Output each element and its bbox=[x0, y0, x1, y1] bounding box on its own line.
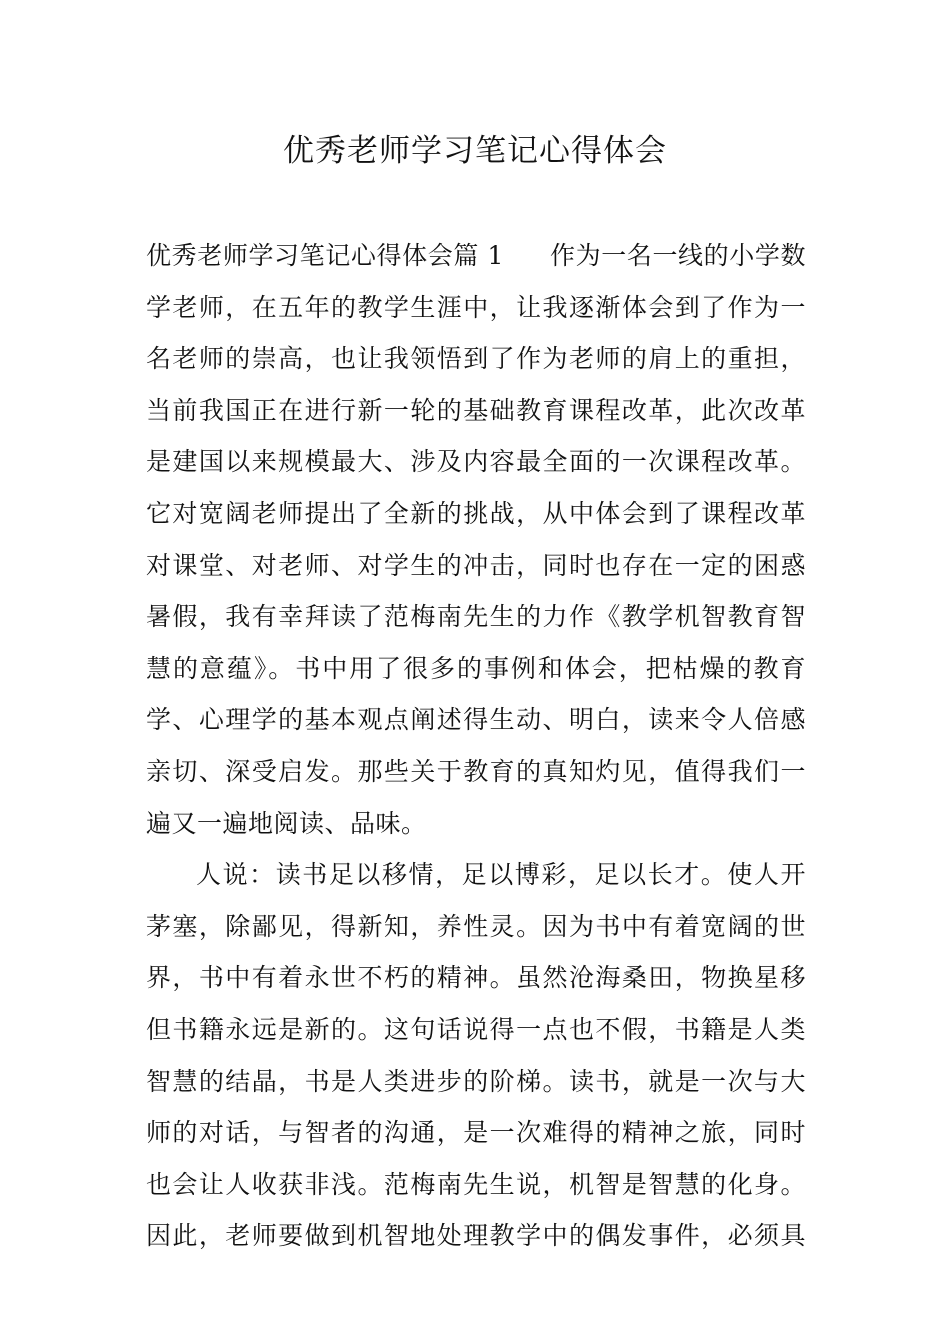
document-body bbox=[146, 230, 806, 1262]
paragraph-line: 茅塞，除鄙见，得新知，养性灵。因为书中有着宽阔的世 bbox=[146, 911, 806, 941]
paragraph-line: 亲切、深受启发。那些关于教育的真知灼见，值得我们一 bbox=[146, 756, 806, 786]
paragraph-line: 师的对话，与智者的沟通，是一次难得的精神之旅，同时 bbox=[146, 1118, 806, 1148]
paragraph-line: 名老师的崇高，也让我领悟到了作为老师的肩上的重担， bbox=[146, 344, 806, 374]
paragraph-line bbox=[146, 230, 806, 282]
paragraph-line: 智慧的结晶，书是人类进步的阶梯。读书，就是一次与大 bbox=[146, 1066, 806, 1096]
paragraph-line: 也会让人收获非浅。范梅南先生说，机智是智慧的化身。 bbox=[146, 1169, 806, 1199]
paragraph-line: 当前我国正在进行新一轮的基础教育课程改革，此次改革 bbox=[146, 395, 806, 425]
paragraph-line: 是建国以来规模最大、涉及内容最全面的一次课程改革。 bbox=[146, 447, 806, 477]
paragraph-line: 遍又一遍地阅读、品味。 bbox=[146, 808, 427, 838]
paragraph-line: 界，书中有着永世不朽的精神。虽然沧海桑田，物换星移 bbox=[146, 963, 806, 993]
paragraph-line: 学、心理学的基本观点阐述得生动、明白，读来令人倍感 bbox=[146, 705, 806, 735]
paragraph-line: 人说：读书足以移情，足以博彩，足以长才。使人开 bbox=[196, 860, 806, 890]
paragraph-line: 学老师，在五年的教学生涯中，让我逐渐体会到了作为一 bbox=[146, 292, 806, 322]
paragraph-line: 它对宽阔老师提出了全新的挑战，从中体会到了课程改革 bbox=[146, 498, 806, 528]
paragraph-line: 对课堂、对老师、对学生的冲击，同时也存在一定的困惑 bbox=[146, 550, 806, 580]
paragraph-line: 慧的意蕴》。书中用了很多的事例和体会，把枯燥的教育 bbox=[146, 653, 806, 683]
paragraph-line: 因此，老师要做到机智地处理教学中的偶发事件，必须具 bbox=[146, 1221, 806, 1251]
paragraph-text: 作为一名一线的小学数 bbox=[549, 241, 806, 270]
paragraph-line: 暑假，我有幸拜读了范梅南先生的力作《教学机智教育智 bbox=[146, 602, 806, 632]
paragraph-line: 但书籍永远是新的。这句话说得一点也不假，书籍是人类 bbox=[146, 1014, 806, 1044]
document-title: 优秀老师学习笔记心得体会 bbox=[283, 133, 667, 169]
section-heading: 优秀老师学习笔记心得体会篇 1 bbox=[146, 241, 504, 270]
